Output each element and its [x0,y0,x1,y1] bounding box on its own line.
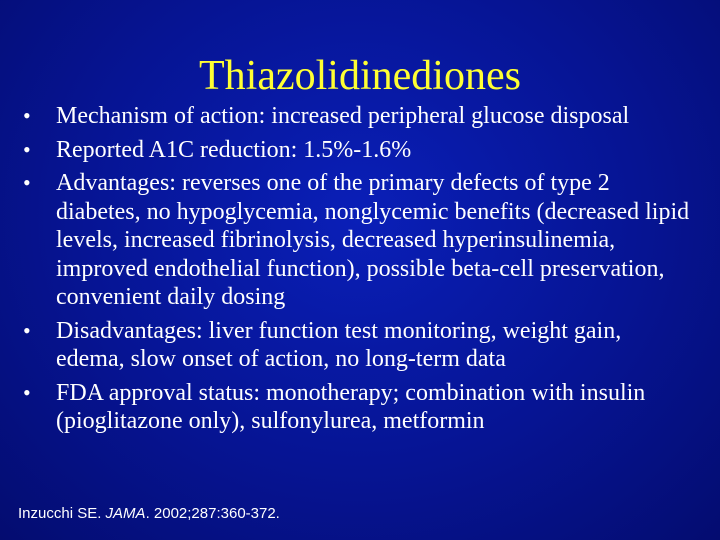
bullet-list [20,102,692,441]
bullet-text: Mechanism of action: increased peripheral glucose disposal [56,103,630,129]
list-item [20,169,692,312]
bullet-text: FDA approval status: monotherapy; combination with insulin (pioglitazone only), sulfonylurea, metformin [56,379,646,434]
bullet-icon: • [23,103,31,128]
bullet-text: Advantages: reverses one of the primary defects of type 2 diabetes, no hypoglycemia, nonglycemic benefits (decreased lipid levels, increased fibrinolysis, decreased hyperinsulinemia, improved endothelial function), possible beta-cell preservation, convenient daily dosing [56,170,690,310]
citation-journal: JAMA [105,505,146,522]
bullet-icon: • [23,379,31,405]
citation-author: Inzucchi SE. [18,505,106,522]
list-item [20,136,692,165]
list-item [20,102,692,131]
bullet-icon: • [23,317,31,343]
bullet-text: Disadvantages: liver function test monitoring, weight gain, edema, slow onset of action, no long-term data [56,317,622,372]
bullet-icon: • [23,136,31,162]
citation-details: . 2002;287:360-372. [145,505,280,522]
list-item [20,379,692,436]
list-item [20,317,692,374]
slide-title: Thiazolidinediones [199,53,521,99]
citation [18,504,280,524]
bullet-text: Reported A1C reduction: 1.5%-1.6% [56,136,412,163]
bullet-icon: • [23,170,31,195]
